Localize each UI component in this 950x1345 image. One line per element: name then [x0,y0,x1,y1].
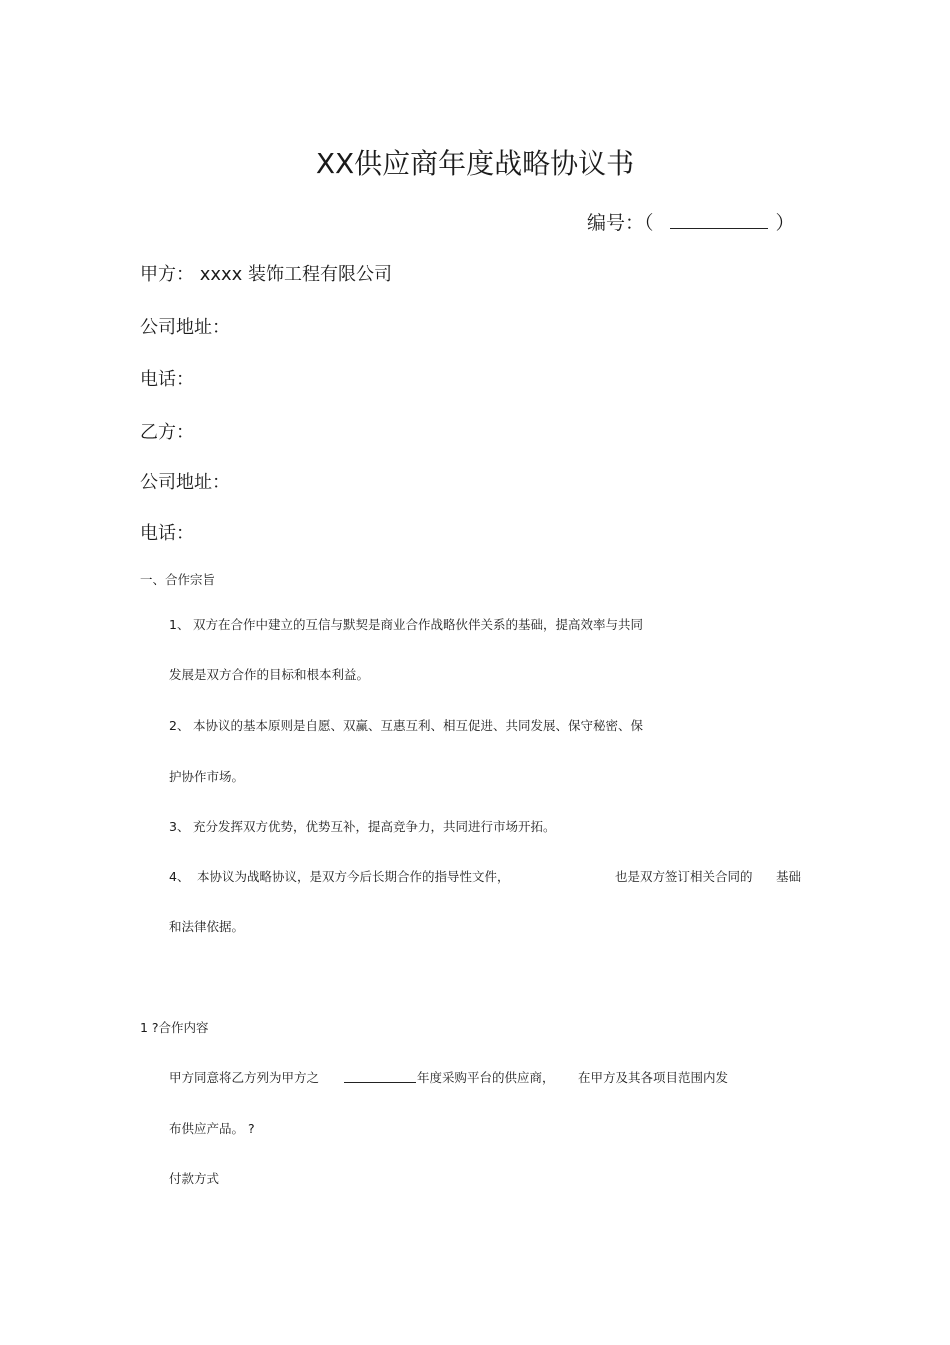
party-b-address-label: 公司地址： [140,472,230,493]
document-number-label: 编号： [587,212,645,234]
clause-2-line-2: 护协作市场。 [169,769,245,784]
clause-3-line-1 [169,817,556,835]
party-a-address-label: 公司地址： [140,317,230,338]
clause-4-line-2: 和法律依据。 [169,919,245,934]
clause-number: 3、 [169,819,190,834]
content-line-1-start: 甲方同意将乙方列为甲方之 [169,1070,320,1085]
document-number-open-paren: （ [644,212,654,234]
party-a-name: 甲方： xxxx 装饰工程有限公司 [140,264,393,285]
clause-number: 1、 [169,617,190,632]
content-line-2: 布供应产品。 ? [169,1121,255,1136]
clause-4-line-1-end: 基础 [776,869,802,884]
document-number-blank[interactable] [670,214,768,229]
content-line-1-mid: 年度采购平台的供应商， [417,1070,555,1085]
clause-text: 充分发挥双方优势，优势互补，提高竞争力，共同进行市场开拓。 [193,819,556,834]
section-heading-content: 1 ?合作内容 [140,1020,209,1035]
clause-4-number [169,867,510,885]
clause-text: 本协议为战略协议，是双方今后长期合作的指导性文件， [197,869,510,884]
party-b-name-label: 乙方： [140,422,194,443]
section-heading-purpose: 一、合作宗旨 [140,572,216,587]
content-line-1-end: 在甲方及其各项目范围内发 [578,1070,729,1085]
payment-method-heading: 付款方式 [169,1171,220,1186]
clause-1-line-1 [169,615,643,633]
party-a-phone-label: 电话： [140,369,194,390]
document-title: XX供应商年度战略协议书 [315,147,635,180]
clause-number: 2、 [169,718,190,733]
document-number-close-paren: ） [775,212,795,234]
year-blank[interactable] [344,1068,416,1083]
clause-number: 4、 [169,869,190,884]
clause-4-line-1-mid: 也是双方签订相关合同的 [615,869,753,884]
clause-text: 双方在合作中建立的互信与默契是商业合作战略伙伴关系的基础，提高效率与共同 [193,617,644,632]
document-number [587,208,795,235]
clause-2-line-1 [169,716,643,734]
clause-1-line-2: 发展是双方合作的目标和根本利益。 [169,667,370,682]
party-b-phone-label: 电话： [140,523,194,544]
clause-text: 本协议的基本原则是自愿、双赢、互惠互利、相互促进、共同发展、保守秘密、保 [193,718,644,733]
